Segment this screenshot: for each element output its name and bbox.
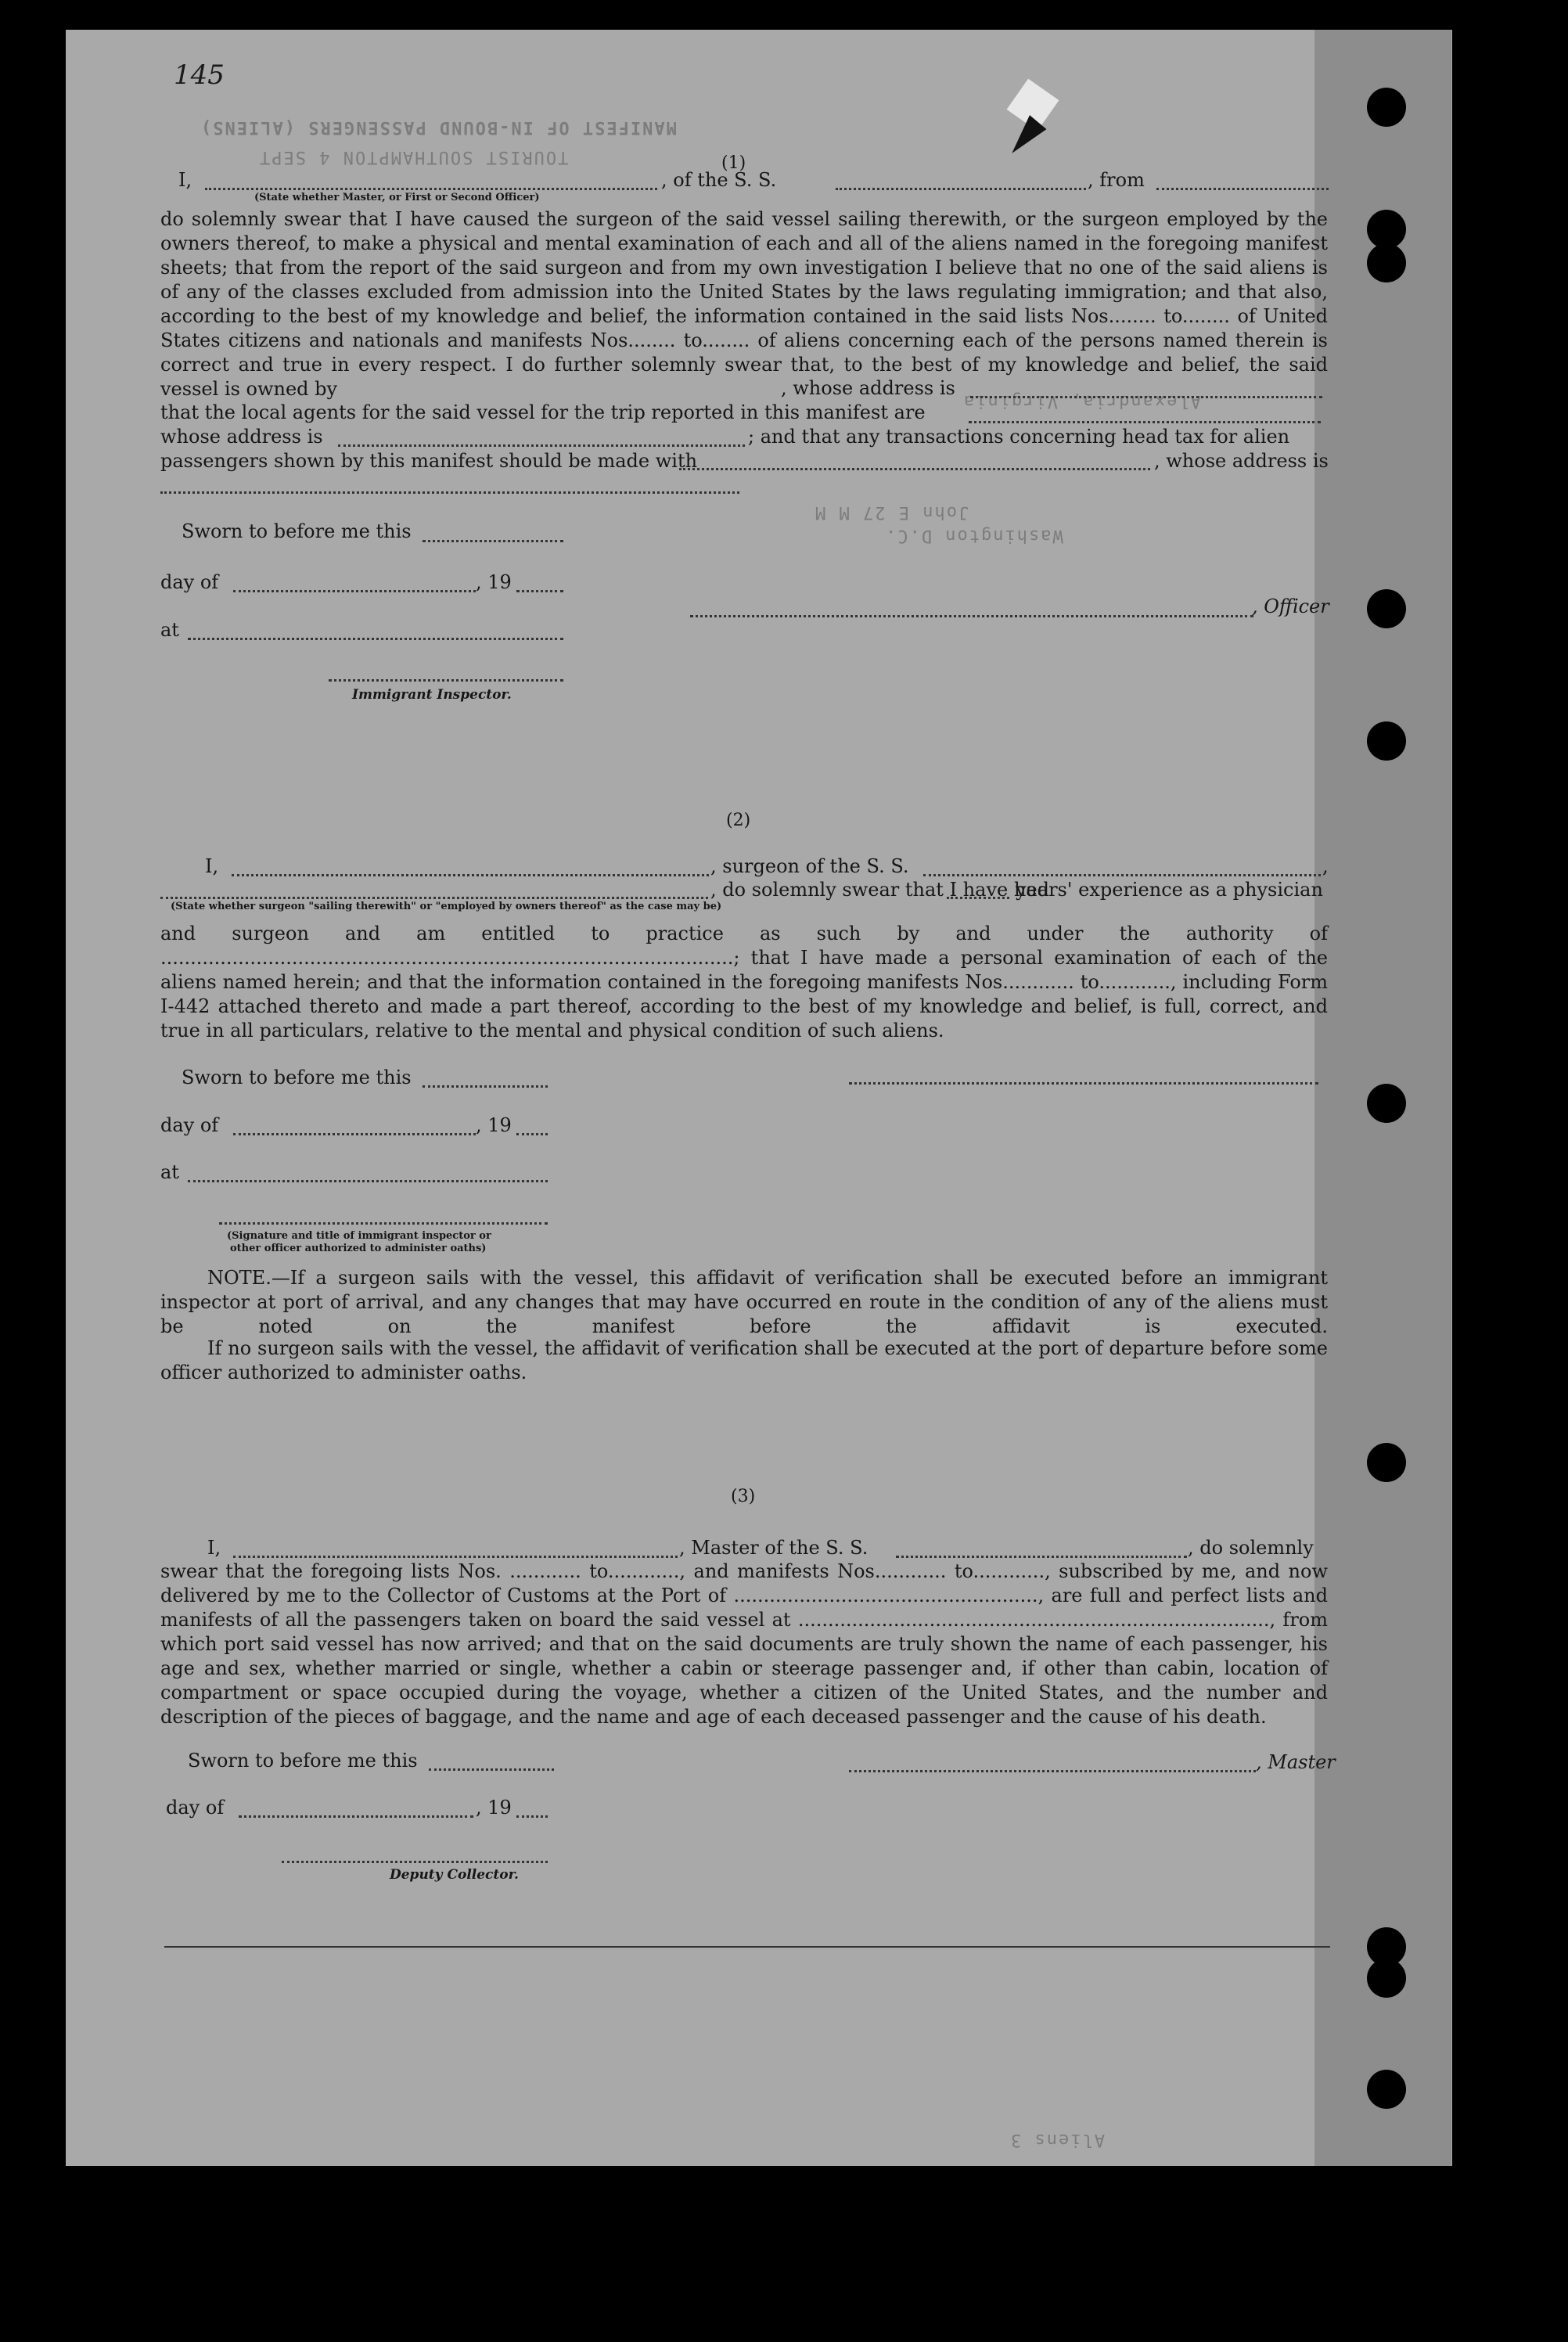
margin-note: 145 [174,59,225,91]
section-1-agents-address-blank [338,444,745,447]
section-2-i: I, [205,855,219,877]
section-3-year: , 19 [476,1797,512,1819]
bleed-through-title: MANIFEST OF IN-BOUND PASSENGERS (ALIENS) [200,117,677,137]
bleed-through-row: TOURIST SOUTHAMPTON 4 SEPT [258,147,569,167]
section-3-paragraph: swear that the foregoing lists Nos. ............ to............, and manifests Nos............ to............, subscribed by me, and now delivered by me to the Collector of Customs at the Port of ..................................................., are full and perfect lists and manifests of all the passengers taken on board the said vessel at ..............................................................................., from which port said vessel has now arrived; and that on the said documents are truly shown the name of each passenger, his age and sex, whether married or single, whether a cabin or steerage passenger and, if other than cabin, location of compartment or space occupied during the voyage, whether a citizen of the United States, and the number and description of the pieces of baggage, and the name and age of each deceased passenger and the cause of his death. [160,1560,1328,1728]
section-1-at-blank [188,638,563,640]
punch-hole-icon [1367,721,1406,761]
section-2-vessel-blank [923,874,1321,876]
section-1-name-blank [205,188,657,190]
bleed-through-row: Washington D.C. [884,526,1063,545]
section-1-agents-address: whose address is [160,426,323,448]
section-1-officer-note: (State whether Master, or First or Second Officer) [254,192,540,203]
section-3-day-blank [239,1815,473,1818]
section-1-day-blank [233,590,476,592]
section-2-surgeon-note: (State whether surgeon "sailing therewith" or "employed by owners thereof" as the case may be) [171,901,722,912]
section-3-master-signature-blank [849,1770,1256,1772]
section-2-signature-caption-1: (Signature and title of immigrant inspector or [227,1230,491,1242]
section-2-number: (2) [726,811,751,830]
punch-hole-icon [1367,243,1406,282]
punch-hole-icon [1367,1443,1406,1482]
punch-hole-icon [1367,1959,1406,1998]
section-3-day-of: day of [166,1797,225,1819]
section-1-officer-signature-blank [690,615,1253,617]
section-2-inspector-blank [219,1222,548,1225]
section-1-vessel-blank [836,188,1086,190]
section-3-sworn-blank [429,1768,554,1771]
section-3-master-of: , Master of the S. S. [679,1537,869,1559]
section-3-collector-blank [282,1861,548,1863]
section-2-signature-caption-2: other officer authorized to administer oaths) [230,1243,487,1254]
punch-hole-icon [1367,1084,1406,1123]
section-1-sworn-blank [423,540,563,542]
section-1-of-ss: , of the S. S. [661,169,777,191]
section-2-years: years' experience as a physician [1016,879,1323,901]
section-2-name-blank [232,874,709,876]
section-1-i: I, [178,169,192,191]
bleed-through-row: John E 27 M M [814,502,969,522]
section-1-inspector-caption: Immigrant Inspector. [352,687,512,703]
section-1-number: (1) [721,153,746,173]
section-3-vessel-blank [896,1556,1187,1558]
section-1-at: at [160,619,179,641]
section-1-inspector-blank [329,679,563,682]
bleed-through-row: Alexandria, Virginia [962,391,1201,411]
section-2-surgeon-signature-blank [849,1082,1318,1085]
note-paragraph-1: NOTE.—If a surgeon sails with the vessel, this affidavit of verification shall be executed before an immigrant inspector at port of arrival, and any changes that may have occurred en route in the condition of any of the aliens must be noted on the manifest before the affidavit is executed. [160,1267,1328,1337]
section-1-passengers-blank [679,468,1150,470]
section-1-year-blank [516,590,563,592]
section-3-year-blank [516,1815,548,1818]
section-1-from-blank [1156,188,1329,190]
bleed-through-row: Aliens 3 [1009,2130,1105,2150]
section-2-at-blank [188,1180,548,1182]
section-2-line1-end: , [1322,855,1329,877]
section-1-address-blank-2 [160,491,739,494]
punch-hole-icon [1367,589,1406,628]
section-2-years-blank [947,897,1009,899]
section-3-collector-caption: Deputy Collector. [390,1867,519,1883]
section-2-swear: , do solemnly swear that I have had [710,879,1049,901]
section-2-year-blank [516,1133,548,1135]
punch-hole-icon [1367,88,1406,127]
section-1-headtax-line: ; and that any transactions concerning head tax for alien [748,426,1290,448]
section-3-name-blank [233,1556,678,1558]
section-2-sworn-blank [423,1085,548,1088]
section-2-day-blank [233,1133,476,1135]
punch-hole-icon [1367,2070,1406,2109]
section-1-year: , 19 [476,571,512,593]
section-1-whose-address: , whose address is [1154,450,1329,472]
section-3-number: (3) [731,1487,756,1506]
section-2-year: , 19 [476,1114,512,1136]
section-2-paragraph: and surgeon and am entitled to practice as such by and under the authority of ................................................................................................; that I have made a personal examination of each of the aliens named herein; and that the information contained in the foregoing manifests Nos............ to............, including Form I-442 attached thereto and made a part thereof, according to the best of my knowledge and belief, is full, correct, and true in all particulars, relative to the mental and physical condition of such aliens. [160,923,1328,1041]
section-3-sworn: Sworn to before me this [188,1750,418,1772]
bottom-rule [164,1946,1330,1948]
section-1-owner-address-blank [970,396,1322,398]
section-2-day-of: day of [160,1114,219,1136]
section-1-owned-tail: , whose address is [781,377,955,399]
section-3-solemnly: , do solemnly [1188,1537,1314,1559]
section-1-paragraph: do solemnly swear that I have caused the surgeon of the said vessel sailing therewith, or the surgeon employed by the owners thereof, to make a physical and mental examination of each and all of the aliens named in the foregoing manifest sheets; that from the report of the said surgeon and from my own investigation I believe that no one of the said aliens is of any of the classes excluded from admission into the United States by the laws regulating immigration; and that also, according to the best of my knowledge and belief, the information contained in the said lists Nos........ to........ of United States citizens and nationals and manifests Nos........ to........ of aliens concerning each of the persons named therein is correct and true in every respect. I do further solemnly swear that, to the best of my knowledge and belief, the said vessel is owned by [160,208,1328,400]
section-2-status-blank [160,897,708,899]
section-1-day-of: day of [160,571,219,593]
section-2-at: at [160,1161,179,1183]
section-2-surgeon-of: , surgeon of the S. S. [710,855,909,877]
section-3-i: I, [207,1537,221,1559]
section-1-passengers-line: passengers shown by this manifest should be made with [160,450,698,472]
section-1-agents-blank [969,421,1321,423]
section-3-master-label: , Master [1256,1751,1336,1773]
note-paragraph-2: If no surgeon sails with the vessel, the affidavit of verification shall be executed at the port of departure before some officer authorized to administer oaths. [160,1337,1328,1383]
section-1-from: , from [1088,169,1145,191]
section-1-agents-line: that the local agents for the said vessel for the trip reported in this manifest are [160,401,926,423]
section-1-officer-label: , Officer [1252,595,1329,617]
section-2-sworn: Sworn to before me this [182,1067,412,1088]
section-1-sworn: Sworn to before me this [182,520,412,542]
